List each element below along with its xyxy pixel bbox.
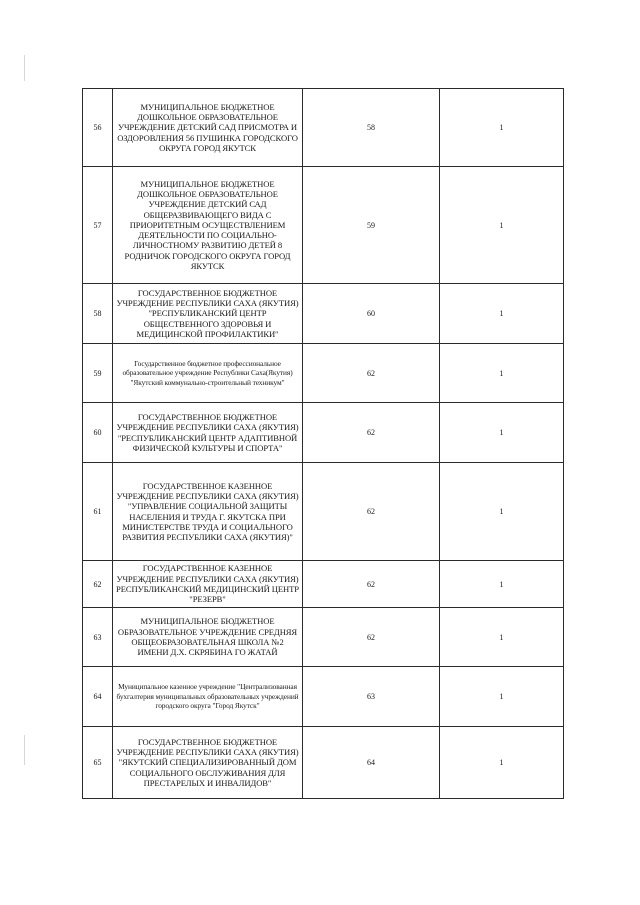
row-value: 62 (303, 344, 440, 403)
row-value: 62 (303, 561, 440, 608)
organization-name: МУНИЦИПАЛЬНОЕ БЮДЖЕТНОЕ ОБРАЗОВАТЕЛЬНОЕ УЧРЕЖДЕНИЕ СРЕДНЯЯ ОБЩЕОБРАЗОВАТЕЛЬНАЯ ШКОЛА №2 ИМЕНИ Д.Х. СКРЯБИНА ГО ЖАТАЙ (113, 608, 303, 667)
row-number: 56 (83, 89, 113, 167)
table-row (83, 284, 564, 344)
table-row (83, 89, 564, 167)
scan-margin-mark (24, 55, 25, 81)
table-row (83, 344, 564, 403)
row-value: 62 (303, 463, 440, 561)
table-row (83, 561, 564, 608)
row-number: 59 (83, 344, 113, 403)
table-row (83, 463, 564, 561)
organization-name: ГОСУДАРСТВЕННОЕ БЮДЖЕТНОЕ УЧРЕЖДЕНИЕ РЕСПУБЛИКИ САХА (ЯКУТИЯ) "РЕСПУБЛИКАНСКИЙ ЦЕНТР ОБЩЕСТВЕННОГО ЗДОРОВЬЯ И МЕДИЦИНСКОЙ ПРОФИЛАКТИКИ" (113, 284, 303, 344)
row-count: 1 (440, 344, 564, 403)
row-number: 65 (83, 727, 113, 799)
row-value: 60 (303, 284, 440, 344)
row-number: 58 (83, 284, 113, 344)
row-count: 1 (440, 667, 564, 727)
organization-name: ГОСУДАРСТВЕННОЕ БЮДЖЕТНОЕ УЧРЕЖДЕНИЕ РЕСПУБЛИКИ САХА (ЯКУТИЯ) "РЕСПУБЛИКАНСКИЙ ЦЕНТР АДАПТИВНОЙ ФИЗИЧЕСКОЙ КУЛЬТУРЫ И СПОРТА" (113, 403, 303, 463)
row-count: 1 (440, 727, 564, 799)
row-number: 64 (83, 667, 113, 727)
organization-name: Муниципальное казенное учреждение "Централизованная бухгалтерия муниципальных образовательных учреждений городского округа "Город Якутск" (113, 667, 303, 727)
row-number: 60 (83, 403, 113, 463)
row-count: 1 (440, 463, 564, 561)
row-number: 57 (83, 167, 113, 284)
row-number: 62 (83, 561, 113, 608)
row-count: 1 (440, 89, 564, 167)
row-number: 61 (83, 463, 113, 561)
row-count: 1 (440, 403, 564, 463)
row-value: 58 (303, 89, 440, 167)
organization-name: ГОСУДАРСТВЕННОЕ БЮДЖЕТНОЕ УЧРЕЖДЕНИЕ РЕСПУБЛИКИ САХА (ЯКУТИЯ) "ЯКУТСКИЙ СПЕЦИАЛИЗИРОВАННЫЙ ДОМ СОЦИАЛЬНОГО ОБСЛУЖИВАНИЯ ДЛЯ ПРЕСТАРЕЛЫХ И ИНВАЛИДОВ" (113, 727, 303, 799)
organization-name: МУНИЦИПАЛЬНОЕ БЮДЖЕТНОЕ ДОШКОЛЬНОЕ ОБРАЗОВАТЕЛЬНОЕ УЧРЕЖДЕНИЕ ДЕТСКИЙ САД ОБЩЕРАЗВИВАЮЩЕГО ВИДА С ПРИОРИТЕТНЫМ ОСУЩЕСТВЛЕНИЕМ ДЕЯТЕЛЬНОСТИ ПО СОЦИАЛЬНО-ЛИЧНОСТНОМУ РАЗВИТИЮ ДЕТЕЙ 8 РОДНИЧОК ГОРОДСКОГО ОКРУГА ГОРОД ЯКУТСК (113, 167, 303, 284)
row-count: 1 (440, 284, 564, 344)
organization-name: МУНИЦИПАЛЬНОЕ БЮДЖЕТНОЕ ДОШКОЛЬНОЕ ОБРАЗОВАТЕЛЬНОЕ УЧРЕЖДЕНИЕ ДЕТСКИЙ САД ПРИСМОТРА И ОЗДОРОВЛЕНИЯ 56 ПУШИНКА ГОРОДСКОГО ОКРУГА ГОРОД ЯКУТСК (113, 89, 303, 167)
organization-name: ГОСУДАРСТВЕННОЕ КАЗЕННОЕ УЧРЕЖДЕНИЕ РЕСПУБЛИКИ САХА (ЯКУТИЯ) РЕСПУБЛИКАНСКИЙ МЕДИЦИНСКИЙ ЦЕНТР "РЕЗЕРВ" (113, 561, 303, 608)
row-number: 63 (83, 608, 113, 667)
table-row (83, 667, 564, 727)
table-row (83, 167, 564, 284)
row-value: 63 (303, 667, 440, 727)
row-count: 1 (440, 167, 564, 284)
row-value: 59 (303, 167, 440, 284)
organization-name: Государственное бюджетное профессиональное образовательное учреждение Республики Саха(Якутия) "Якутский коммунально-строительный техникум" (113, 344, 303, 403)
row-value: 64 (303, 727, 440, 799)
row-value: 62 (303, 608, 440, 667)
row-count: 1 (440, 608, 564, 667)
table-row (83, 403, 564, 463)
registry-table (82, 88, 564, 799)
row-value: 62 (303, 403, 440, 463)
row-count: 1 (440, 561, 564, 608)
organization-name: ГОСУДАРСТВЕННОЕ КАЗЕННОЕ УЧРЕЖДЕНИЕ РЕСПУБЛИКИ САХА (ЯКУТИЯ) "УПРАВЛЕНИЕ СОЦИАЛЬНОЙ ЗАЩИТЫ НАСЕЛЕНИЯ И ТРУДА Г. ЯКУТСКА ПРИ МИНИСТЕРСТВЕ ТРУДА И СОЦИАЛЬНОГО РАЗВИТИЯ РЕСПУБЛИКИ САХА (ЯКУТИЯ)" (113, 463, 303, 561)
table-row (83, 608, 564, 667)
table-row (83, 727, 564, 799)
scan-margin-mark (24, 735, 25, 765)
